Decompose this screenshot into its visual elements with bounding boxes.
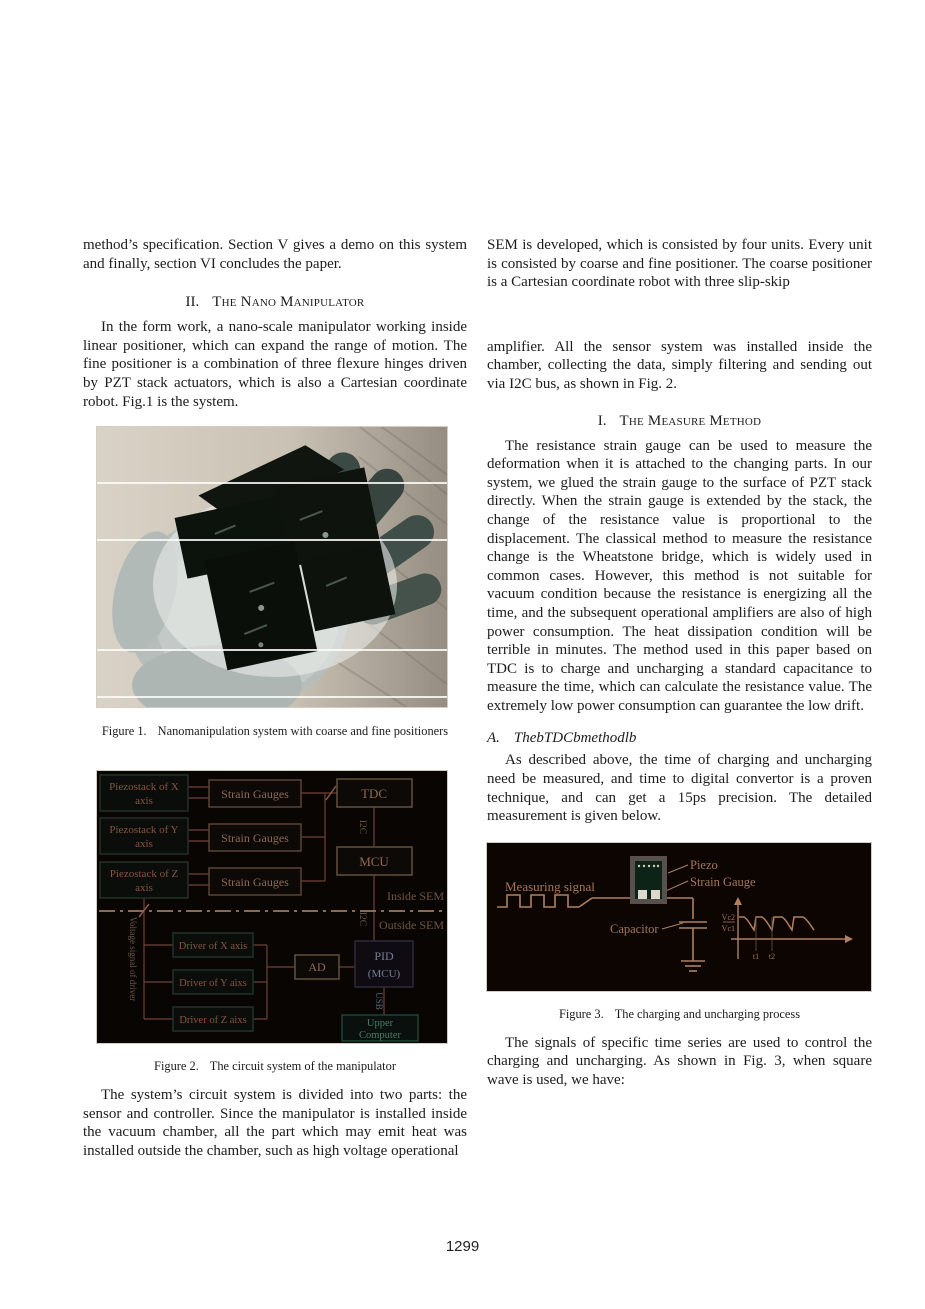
fig2-label-outside-sem: Outside SEM: [378, 918, 444, 933]
figure3-caption-text: The charging and uncharging process: [614, 1006, 801, 1021]
para-measure-method: The resistance strain gauge can be used to measure the deformation when it is attached to the changing parts. In our system, we glued the strain gauge to the surface of PZT stack directly. When the strain gauge is extended by the stack, the change of the resistance value is proportional to the displacement. The classical method to measure the resistance change is the Wheatstone bridge, which is widely used in common cases. However, this method is not suitable for vacuum condition because the resistance is energizing all the time, and the subsequent operational amplifiers are also of high power consumption. The heat dissipation condition will be terrible in minutes. The method used in this paper based on TDC is to charge and uncharging a standard capacitance to measure the time, which can calculate the resistance value. The extremely low power consumption can guarantee the low drift.: [487, 437, 872, 714]
para-sem-developed: SEM is developed, which is consisted by four units. Every unit is consisted by coarse and fine positioner. The coarse positioner is a Cartesian coordinate robot with three slip-skip: [487, 237, 872, 291]
fig2-label-voltage-signal: Voltage signal of driver: [128, 916, 138, 1002]
figure1-caption: [83, 724, 467, 739]
figure2-image: [97, 771, 447, 1043]
figure2-caption-text: The circuit system of the manipulator: [209, 1059, 396, 1074]
fig3-label-t2: t2: [768, 951, 776, 961]
figure1-caption-text: Nanomanipulation system with coarse and fine positioners: [157, 724, 449, 739]
fig2-label-tdc: TDC: [361, 786, 387, 802]
figure3-image: [487, 843, 871, 991]
section-number: I.: [597, 412, 607, 429]
subsection-heading-tdc-method: [487, 730, 872, 747]
figure2-caption: [83, 1059, 467, 1074]
fig2-label-inside-sem: Inside SEM: [387, 889, 444, 904]
para-circuit-system: The system’s circuit system is divided into two parts: the sensor and controller. Since the manipulator is installed inside the vacuum chamber, all the part which may emit heat was installed outside the chamber, such as high voltage operational: [83, 1087, 467, 1159]
section-title: The Measure Method: [619, 412, 762, 429]
fig3-label-measuring-signal: Measuring signal: [505, 878, 595, 894]
figure3-caption-label: Figure 3.: [558, 1006, 604, 1021]
section-heading-measure-method: [487, 413, 872, 430]
fig2-label-piezostack-y: Piezostack of Y: [109, 824, 179, 837]
fig3-label-vc1: Vc1: [721, 923, 735, 933]
fig2-label-i2c-top: I2C: [357, 820, 367, 835]
figure3-charging-diagram: [487, 843, 871, 991]
para-amplifier: amplifier. All the sensor system was installed inside the chamber, collecting the data, simply filtering and sending out via I2C bus, as shown in Fig. 2.: [487, 338, 872, 392]
section-number: II.: [185, 294, 200, 311]
svg-text:Computer: Computer: [359, 1030, 401, 1042]
fig3-piezo-component: [630, 856, 667, 904]
page-number: 1299: [445, 1238, 480, 1255]
fig3-label-piezo: Piezo: [690, 857, 718, 872]
fig2-label-driver-z: Driver of Z aixs: [179, 1015, 247, 1027]
para-method-specification: method’s specification. Section V gives a demo on this system and finally, section VI concludes the paper.: [83, 237, 467, 272]
fig2-label-driver-y: Driver of Y aixs: [179, 978, 247, 990]
fig3-label-strain-gauge: Strain Gauge: [690, 874, 756, 889]
fig2-label-strain-gauges-1: Strain Gauges: [221, 787, 289, 802]
fig2-background: [97, 771, 447, 1043]
para-nano-manipulator: In the form work, a nano-scale manipulator working inside linear positioner, which can expand the range of motion. The fine positioner is a combination of three flexure hinges driven by PZT stack actuators, which is also a Cartesian coordinate robot. Fig.1 is the system.: [83, 319, 467, 410]
para-signals: The signals of specific time series are used to control the charging and uncharging. As shown in Fig. 3, when square wave is used, we have:: [487, 1034, 872, 1089]
fig2-label-piezostack-z: Piezostack of Z: [109, 868, 179, 881]
fig2-label-strain-gauges-3: Strain Gauges: [221, 875, 289, 890]
svg-text:axis: axis: [135, 882, 153, 895]
fig2-label-usb: USB: [374, 992, 384, 1010]
fig3-background: [487, 843, 871, 991]
para-tdc-description: As described above, the time of charging and uncharging need be measured, and time to digital convertor is a proven technique, and can get a 15ps precision. The detailed measurement is given below.: [487, 752, 872, 825]
right-column: [487, 236, 872, 1090]
figure1-photo-recreation: [97, 427, 447, 707]
fig2-label-i2c-bottom: I2C: [357, 912, 367, 927]
figure2-caption-label: Figure 2.: [154, 1059, 199, 1074]
fig3-label-vc2: Vc2: [721, 912, 735, 922]
section-heading-nano-manipulator: [83, 294, 467, 311]
subsection-title: ThebTDCbmethodlb: [513, 730, 637, 747]
fig2-label-piezostack-x: Piezostack of X: [109, 781, 179, 794]
fig3-label-t1: t1: [752, 951, 760, 961]
figure3-caption: [487, 1007, 872, 1022]
fig2-label-upper-computer: Upper: [366, 1018, 394, 1030]
fig2-label-pid: PID: [374, 949, 394, 964]
subsection-number: A.: [487, 730, 500, 747]
figure1-caption-label: Figure 1.: [101, 724, 147, 739]
fig2-label-driver-x: Driver of X axis: [178, 941, 248, 953]
fig2-label-strain-gauges-2: Strain Gauges: [221, 831, 289, 846]
svg-text:axis: axis: [135, 795, 153, 808]
figure2-circuit-diagram: [97, 771, 447, 1043]
fig2-label-mcu: MCU: [359, 854, 389, 870]
svg-text:(MCU): (MCU): [367, 968, 401, 981]
left-column: [83, 236, 467, 1161]
figure1-image: [97, 427, 447, 707]
section-title: The Nano Manipulator: [212, 294, 365, 311]
fig2-label-ad: AD: [308, 960, 326, 975]
fig3-label-capacitor: Capacitor: [610, 921, 659, 936]
svg-text:axis: axis: [135, 838, 153, 851]
